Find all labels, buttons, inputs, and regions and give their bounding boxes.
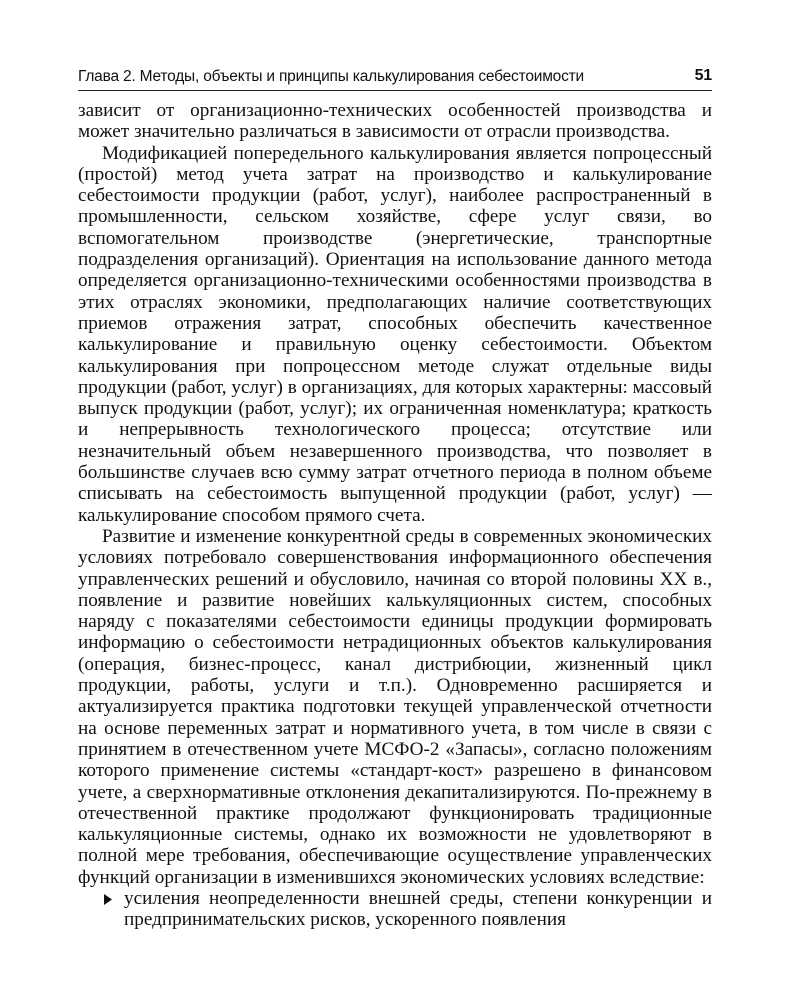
list-item-text: усиления неопределенности внешней среды, степени конкуренции и предпринимательских рисков, ускоренного появления [124,887,712,931]
paragraph-continuation: зависит от организационно-технических особенностей производства и может значительно различаться в зависимости от отрасли производства. [78,100,712,143]
chapter-title: Глава 2. Методы, объекты и принципы калькулирования себестоимости [78,68,584,85]
list-item [78,888,712,931]
page-body [78,100,712,931]
paragraph-process-method: Модификацией попередельного калькулирования является попроцессный (простой) метод учета затрат на производство и калькулирование себестоимости продукции (работ, услуг), наиболее распространенный в промышленности, сельском хозяйстве, сфере услуг связи, во вспомогательном производстве (энергетические, транспортные подразделения организаций). Ориентация на использование данного метода определяется организационно-техническими особенностями производства в этих отраслях экономики, предполагающих наличие соответствующих приемов отражения затрат, способных обеспечить качественное калькулирование и правильную оценку себестоимости. Объектом калькулирования при попроцессном методе служат отдельные виды продукции (работ, услуг) в организациях, для которых характерны: массовый выпуск продукции (работ, услуг); их ограниченная номенклатура; краткость и непрерывность технологического процесса; отсутствие или незначительный объем незавершенного производства, что позволяет в большинстве случаев всю сумму затрат отчетного периода в полном объеме списывать на себестоимость выпущенной продукции (работ, услуг) — калькулирование способом прямого счета. [78,142,712,526]
running-header [78,66,712,91]
triangle-bullet-icon [104,894,112,905]
page-number: 51 [694,67,712,84]
paragraph-competitive-environment: Развитие и изменение конкурентной среды в современных экономических условиях потребовало совершенствования информационного обеспечения управленческих решений и обусловило, начиная со второй половины XX в., появление и развитие новейших калькуляционных систем, способных наряду с показателями себестоимости единицы продукции формировать информацию о себестоимости нетрадиционных объектов калькулирования (операция, бизнес-процесс, канал дистрибюции, жизненный цикл продукции, работы, услуги и т.п.). Одновременно расширяется и актуализируется практика подготовки текущей управленческой отчетности на основе переменных затрат и нормативного учета, в том числе в связи с принятием в отечественном учете МСФО-2 «Запасы», согласно положениям которого применение системы «стандарт-кост» разрешено в финансовом учете, а сверхнормативные отклонения декапитализируются. По-прежнему в отечественной практике продолжают функционировать традиционные калькуляционные системы, однако их возможности не удовлетворяют в полной мере требования, обеспечивающие осуществление управленческих функций организации в изменившихся экономических условиях вследствие: [78,525,712,888]
